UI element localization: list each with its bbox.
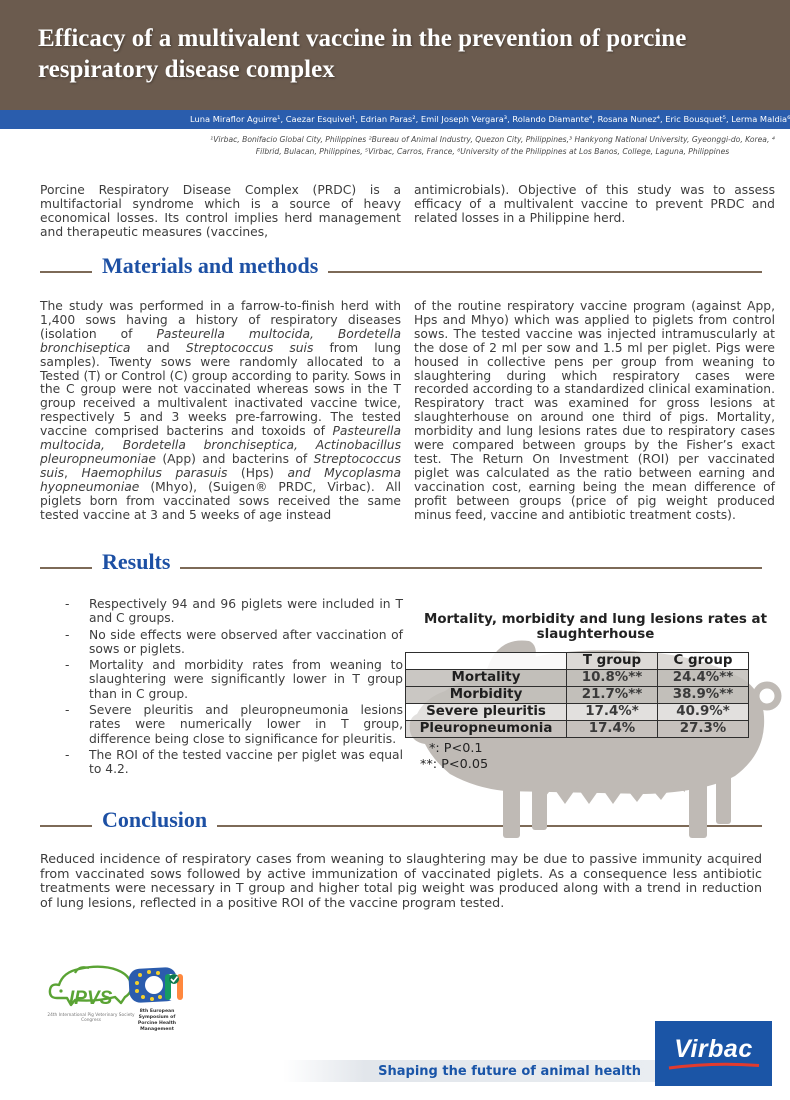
methods-heading — [40, 255, 762, 277]
methods-right-column: of the routine respiratory vaccine program (against App, Hps and Mhyo) which was applied to piglets from control sows. The tested vaccine was injected intramuscularly at the dose of 2 ml per sow and 1.5 ml per piglet. Pigs were housed in collective pens per group from weaning to slaughtering during which respiratory cases were recorded according to a standardized clinical examination. Respiratory tract was examined for gross lesions at slaughterhouse on around one third of pigs. Mortality, morbidity and lung lesions rates due to respiratory cases were compared between groups by the Fisher’s exact test. The Return On Investment (ROI) per vaccinated piglet was calculated as the ratio between earning and vaccination cost, earning being the mean difference of profit between groups (price of pig weight produced minus feed, vaccine and antibiotic treatment costs). — [414, 299, 775, 522]
table-header-t-group: T group — [567, 652, 658, 669]
conclusion-heading-text: Conclusion — [102, 807, 208, 832]
t-value: 17.4% — [567, 720, 658, 737]
t-value: 17.4%* — [567, 703, 658, 720]
intro-left-column: Porcine Respiratory Disease Complex (PRDC) is a multifactorial syndrome which is a source of heavy economical losses. Its control implies herd management and therapeutic measures (vaccines, — [40, 183, 401, 239]
intro-right-column: antimicrobials). Objective of this study was to assess efficacy of a multivalent vaccine to prevent PRDC and related losses in a Philippine herd. — [414, 183, 775, 225]
row-label: Severe pleuritis — [406, 703, 567, 720]
row-label: Mortality — [406, 669, 567, 686]
table-title: Mortality, morbidity and lung lesions rates at slaughterhouse — [424, 612, 767, 643]
results-bullet-list — [63, 597, 403, 779]
page-title: Efficacy of a multivalent vaccine in the prevention of porcine respiratory disease complex — [38, 25, 687, 83]
tagline-text: Shaping the future of animal health — [378, 1064, 641, 1079]
esphm-stars-icon — [127, 966, 187, 1004]
authors-line: Luna Miraflor Aguirre¹, Caezar Esquivel¹, Edrian Paras², Emil Joseph Vergara³, Rolando Diamante⁴, Rosana Nunez⁴, Eric Bousquet⁵, Lerma Maldia⁶ — [190, 114, 790, 124]
methods-section — [40, 300, 775, 523]
esphm-caption-line2: Porcine Health Management — [137, 1020, 177, 1032]
c-value: 40.9%* — [658, 703, 749, 720]
row-label: Morbidity — [406, 686, 567, 703]
c-value: 24.4%** — [658, 669, 749, 686]
footnote-p005: **: P<0.05 — [420, 757, 489, 773]
methods-heading-text: Materials and methods — [102, 253, 319, 278]
results-heading-text: Results — [102, 549, 171, 574]
tagline-bar — [283, 1060, 655, 1082]
table-footnotes — [403, 741, 788, 774]
table-header-blank — [406, 652, 567, 669]
table-row — [406, 669, 749, 686]
table-row — [406, 703, 749, 720]
affiliations: ¹Virbac, Bonifacio Global City, Philippines ²Bureau of Animal Industry, Quezon City, Philippines,³ Hankyong National University, Gyeonggi-do, Korea, ⁴ Filbrid, Bulacan, Philippines, ⁵Virbac, Carros, France, ⁶University of the Philippines at Los Banos, College, Laguna, Philippines — [210, 135, 775, 156]
t-value: 10.8%** — [567, 669, 658, 686]
heading-rule-right — [180, 567, 762, 569]
c-value: 38.9%** — [658, 686, 749, 703]
conclusion-text: Reduced incidence of respiratory cases from weaning to slaughtering may be due to passive immunity acquired from vaccinated sows followed by active immunization of vaccinated piglets. As a consequence less antibiotic treatments were necessary in T group and higher total pig weight was produced along with a trend in reduction of lung lesions, reflected in a positive ROI of the vaccine program tested. — [40, 851, 762, 910]
heading-rule-right — [328, 271, 762, 273]
heading-rule-left — [40, 271, 92, 273]
virbac-red-swoosh-icon — [666, 1062, 762, 1070]
intro-section — [40, 184, 775, 240]
row-label: Pleuropneumonia — [406, 720, 567, 737]
table-header-c-group: C group — [658, 652, 749, 669]
ipvs-caption: 24th International Pig Veterinary Society Congress — [47, 1013, 135, 1023]
heading-rule-left — [40, 825, 92, 827]
table-row — [406, 720, 749, 737]
table-header-row — [406, 652, 749, 669]
methods-left-column: The study was performed in a farrow-to-finish herd with 1,400 sows having a history of respiratory diseases (isolation of Pasteurella multocida, Bordetella bronchiseptica and Streptococcus suis from lung samples). Twenty sows were randomly allocated to a Tested (T) or Control (C) group according to parity. Sows in the C group were not vaccinated whereas sows in the T group received a multivalent inactivated vaccine twice, respectively 5 and 3 weeks pre-farrowing. The tested vaccine comprised bacterins and toxoids of Pasteurella multocida, Bordetella bronchiseptica, Actinobacillus pleuropneumoniae (App) and bacterins of Streptococcus suis, Haemophilus parasuis (Hps) and Mycoplasma hyopneumoniae (Mhyo), (Suigen® PRDC, Virbac). All piglets born from vaccinated sows received the same tested vaccine at 3 and 5 weeks of age instead — [40, 299, 402, 522]
results-bullet: - Mortality and morbidity rates from weaning to slaughtering were significantly lower in T group than in C group. — [63, 658, 403, 701]
virbac-wordmark: Virbac — [674, 1035, 753, 1063]
table-row — [406, 686, 749, 703]
virbac-logo — [655, 1021, 772, 1086]
header-band — [0, 0, 790, 110]
ipvs-logo — [45, 964, 137, 1023]
esphm-caption-line1: 8th European Symposium of — [138, 1009, 176, 1020]
authors-bar — [0, 110, 790, 129]
results-bullet: - Severe pleuritis and pleuropneumonia lesions rates were numerically lower in T group, difference being close to significance for pleuritis. — [63, 703, 403, 746]
svg-text:IPVS: IPVS — [69, 988, 113, 1009]
ipvs-pig-icon — [45, 964, 137, 1008]
results-heading — [40, 551, 762, 573]
t-value: 21.7%** — [567, 686, 658, 703]
results-table-panel — [403, 612, 788, 857]
footnote-p01: *: P<0.1 — [429, 740, 483, 756]
results-bullet: - The ROI of the tested vaccine per piglet was equal to 4.2. — [63, 748, 403, 777]
results-bullet: - No side effects were observed after vaccination of sows or piglets. — [63, 628, 403, 657]
results-table — [405, 652, 749, 738]
heading-rule-left — [40, 567, 92, 569]
results-bullet: - Respectively 94 and 96 piglets were included in T and C groups. — [63, 597, 403, 626]
c-value: 27.3% — [658, 720, 749, 737]
esphm-logo — [126, 966, 188, 1033]
